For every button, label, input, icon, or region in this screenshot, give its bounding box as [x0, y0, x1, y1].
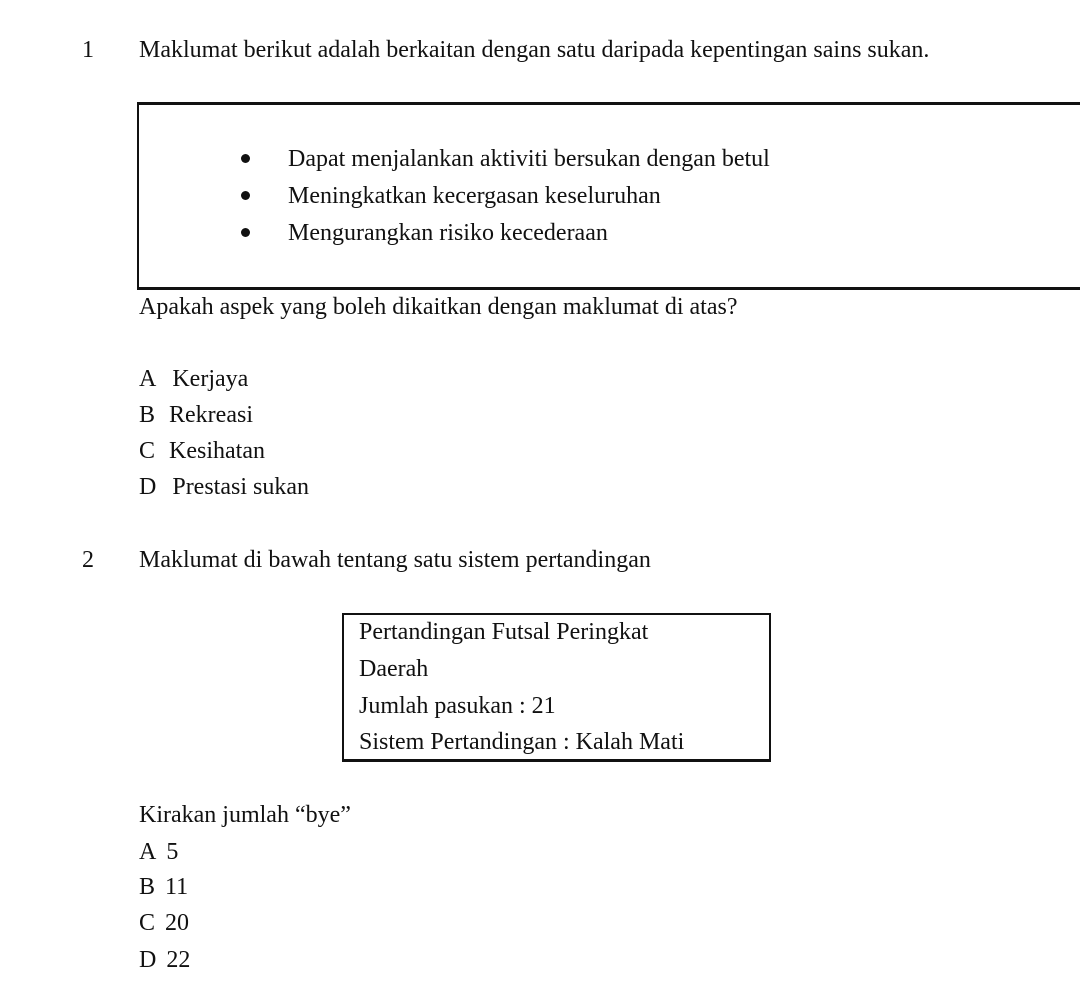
option-c[interactable] [139, 437, 265, 465]
option-letter: D [139, 474, 157, 500]
question-1-stem: Maklumat berikut adalah berkaitan dengan satu daripada kepentingan sains sukan. [139, 37, 930, 63]
option-letter: D [139, 947, 157, 973]
bullet-icon [241, 228, 250, 237]
option-text: 20 [165, 910, 190, 936]
info-box-line: Jumlah pasukan : 21 [359, 693, 556, 719]
info-bullet-item: Meningkatkan kecergasan keseluruhan [288, 183, 661, 209]
option-b[interactable] [139, 873, 188, 901]
bullet-icon [241, 154, 250, 163]
option-letter: C [139, 910, 156, 936]
option-text: 5 [166, 839, 179, 865]
option-b[interactable] [139, 401, 253, 429]
option-text: Kesihatan [169, 438, 265, 464]
option-d[interactable] [139, 473, 309, 501]
option-letter: A [139, 366, 157, 392]
option-a[interactable] [139, 838, 178, 866]
option-letter: B [139, 874, 156, 900]
option-letter: B [139, 402, 156, 428]
option-text: Rekreasi [169, 402, 253, 428]
question-1-number: 1 [82, 37, 94, 63]
option-text: Prestasi sukan [172, 474, 309, 500]
option-c[interactable] [139, 909, 189, 937]
info-box-line: Pertandingan Futsal Peringkat [359, 619, 649, 645]
option-text: 22 [166, 947, 191, 973]
option-letter: A [139, 839, 157, 865]
info-box-line: Sistem Pertandingan : Kalah Mati [359, 729, 685, 755]
info-bullet-item: Mengurangkan risiko kecederaan [288, 220, 608, 246]
option-letter: C [139, 438, 156, 464]
info-box-line: Daerah [359, 656, 429, 682]
bullet-icon [241, 191, 250, 200]
option-d[interactable] [139, 946, 190, 974]
option-a[interactable] [139, 365, 248, 393]
question-2-prompt: Kirakan jumlah “bye” [139, 802, 351, 828]
option-text: Kerjaya [172, 366, 249, 392]
question-2-stem: Maklumat di bawah tentang satu sistem pertandingan [139, 547, 651, 573]
option-text: 11 [165, 874, 189, 900]
info-bullet-item: Dapat menjalankan aktiviti bersukan dengan betul [288, 146, 770, 172]
question-2-number: 2 [82, 547, 94, 573]
question-1-prompt: Apakah aspek yang boleh dikaitkan dengan maklumat di atas? [139, 294, 738, 320]
